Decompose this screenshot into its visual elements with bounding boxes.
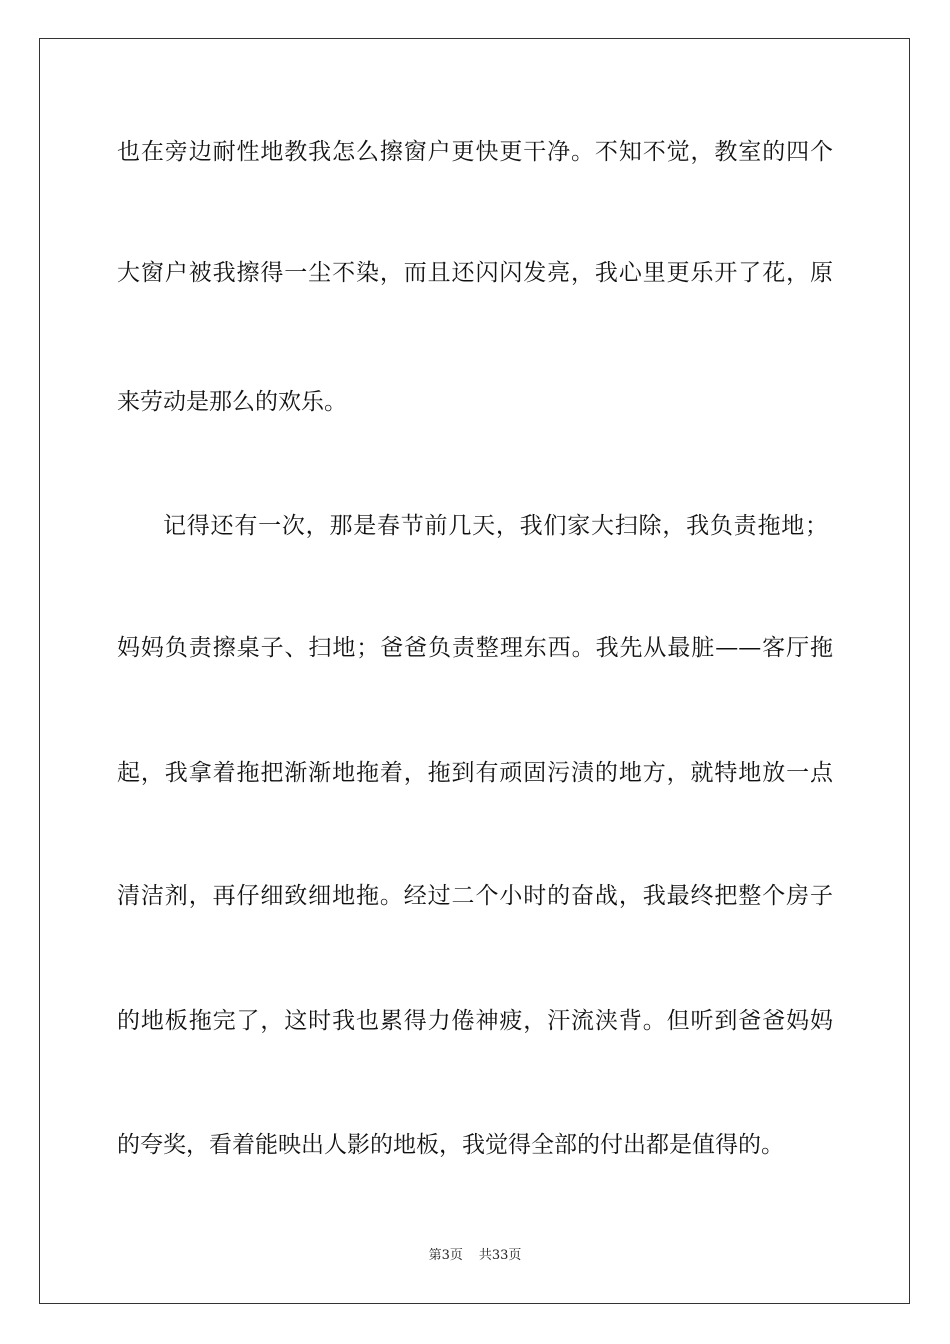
page-footer	[0, 1247, 950, 1265]
text-line-8: 的地板拖完了，这时我也累得力倦神疲，汗流浃背。但听到爸爸妈妈	[117, 1008, 833, 1034]
page-total: 共33页	[478, 1248, 522, 1263]
text-line-7: 清洁剂，再仔细致细地拖。经过二个小时的奋战，我最终把整个房子	[117, 883, 833, 909]
text-line-9: 的夸奖，看着能映出人影的地板，我觉得全部的付出都是值得的。	[117, 1132, 784, 1158]
text-line-2: 大窗户被我擦得一尘不染，而且还闪闪发亮，我心里更乐开了花，原	[117, 260, 833, 286]
text-line-4: 记得还有一次，那是春节前几天，我们家大扫除，我负责拖地；	[163, 513, 828, 539]
page-frame	[39, 38, 910, 1304]
text-line-1: 也在旁边耐性地教我怎么擦窗户更快更干净。不知不觉，教室的四个	[117, 139, 833, 165]
text-line-6: 起，我拿着拖把渐渐地拖着，拖到有顽固污渍的地方，就特地放一点	[117, 760, 833, 786]
page-number: 第3页	[428, 1248, 463, 1263]
text-line-5: 妈妈负责擦桌子、扫地；爸爸负责整理东西。我先从最脏——客厅拖	[117, 635, 833, 661]
text-line-3: 来劳动是那么的欢乐。	[117, 389, 347, 415]
